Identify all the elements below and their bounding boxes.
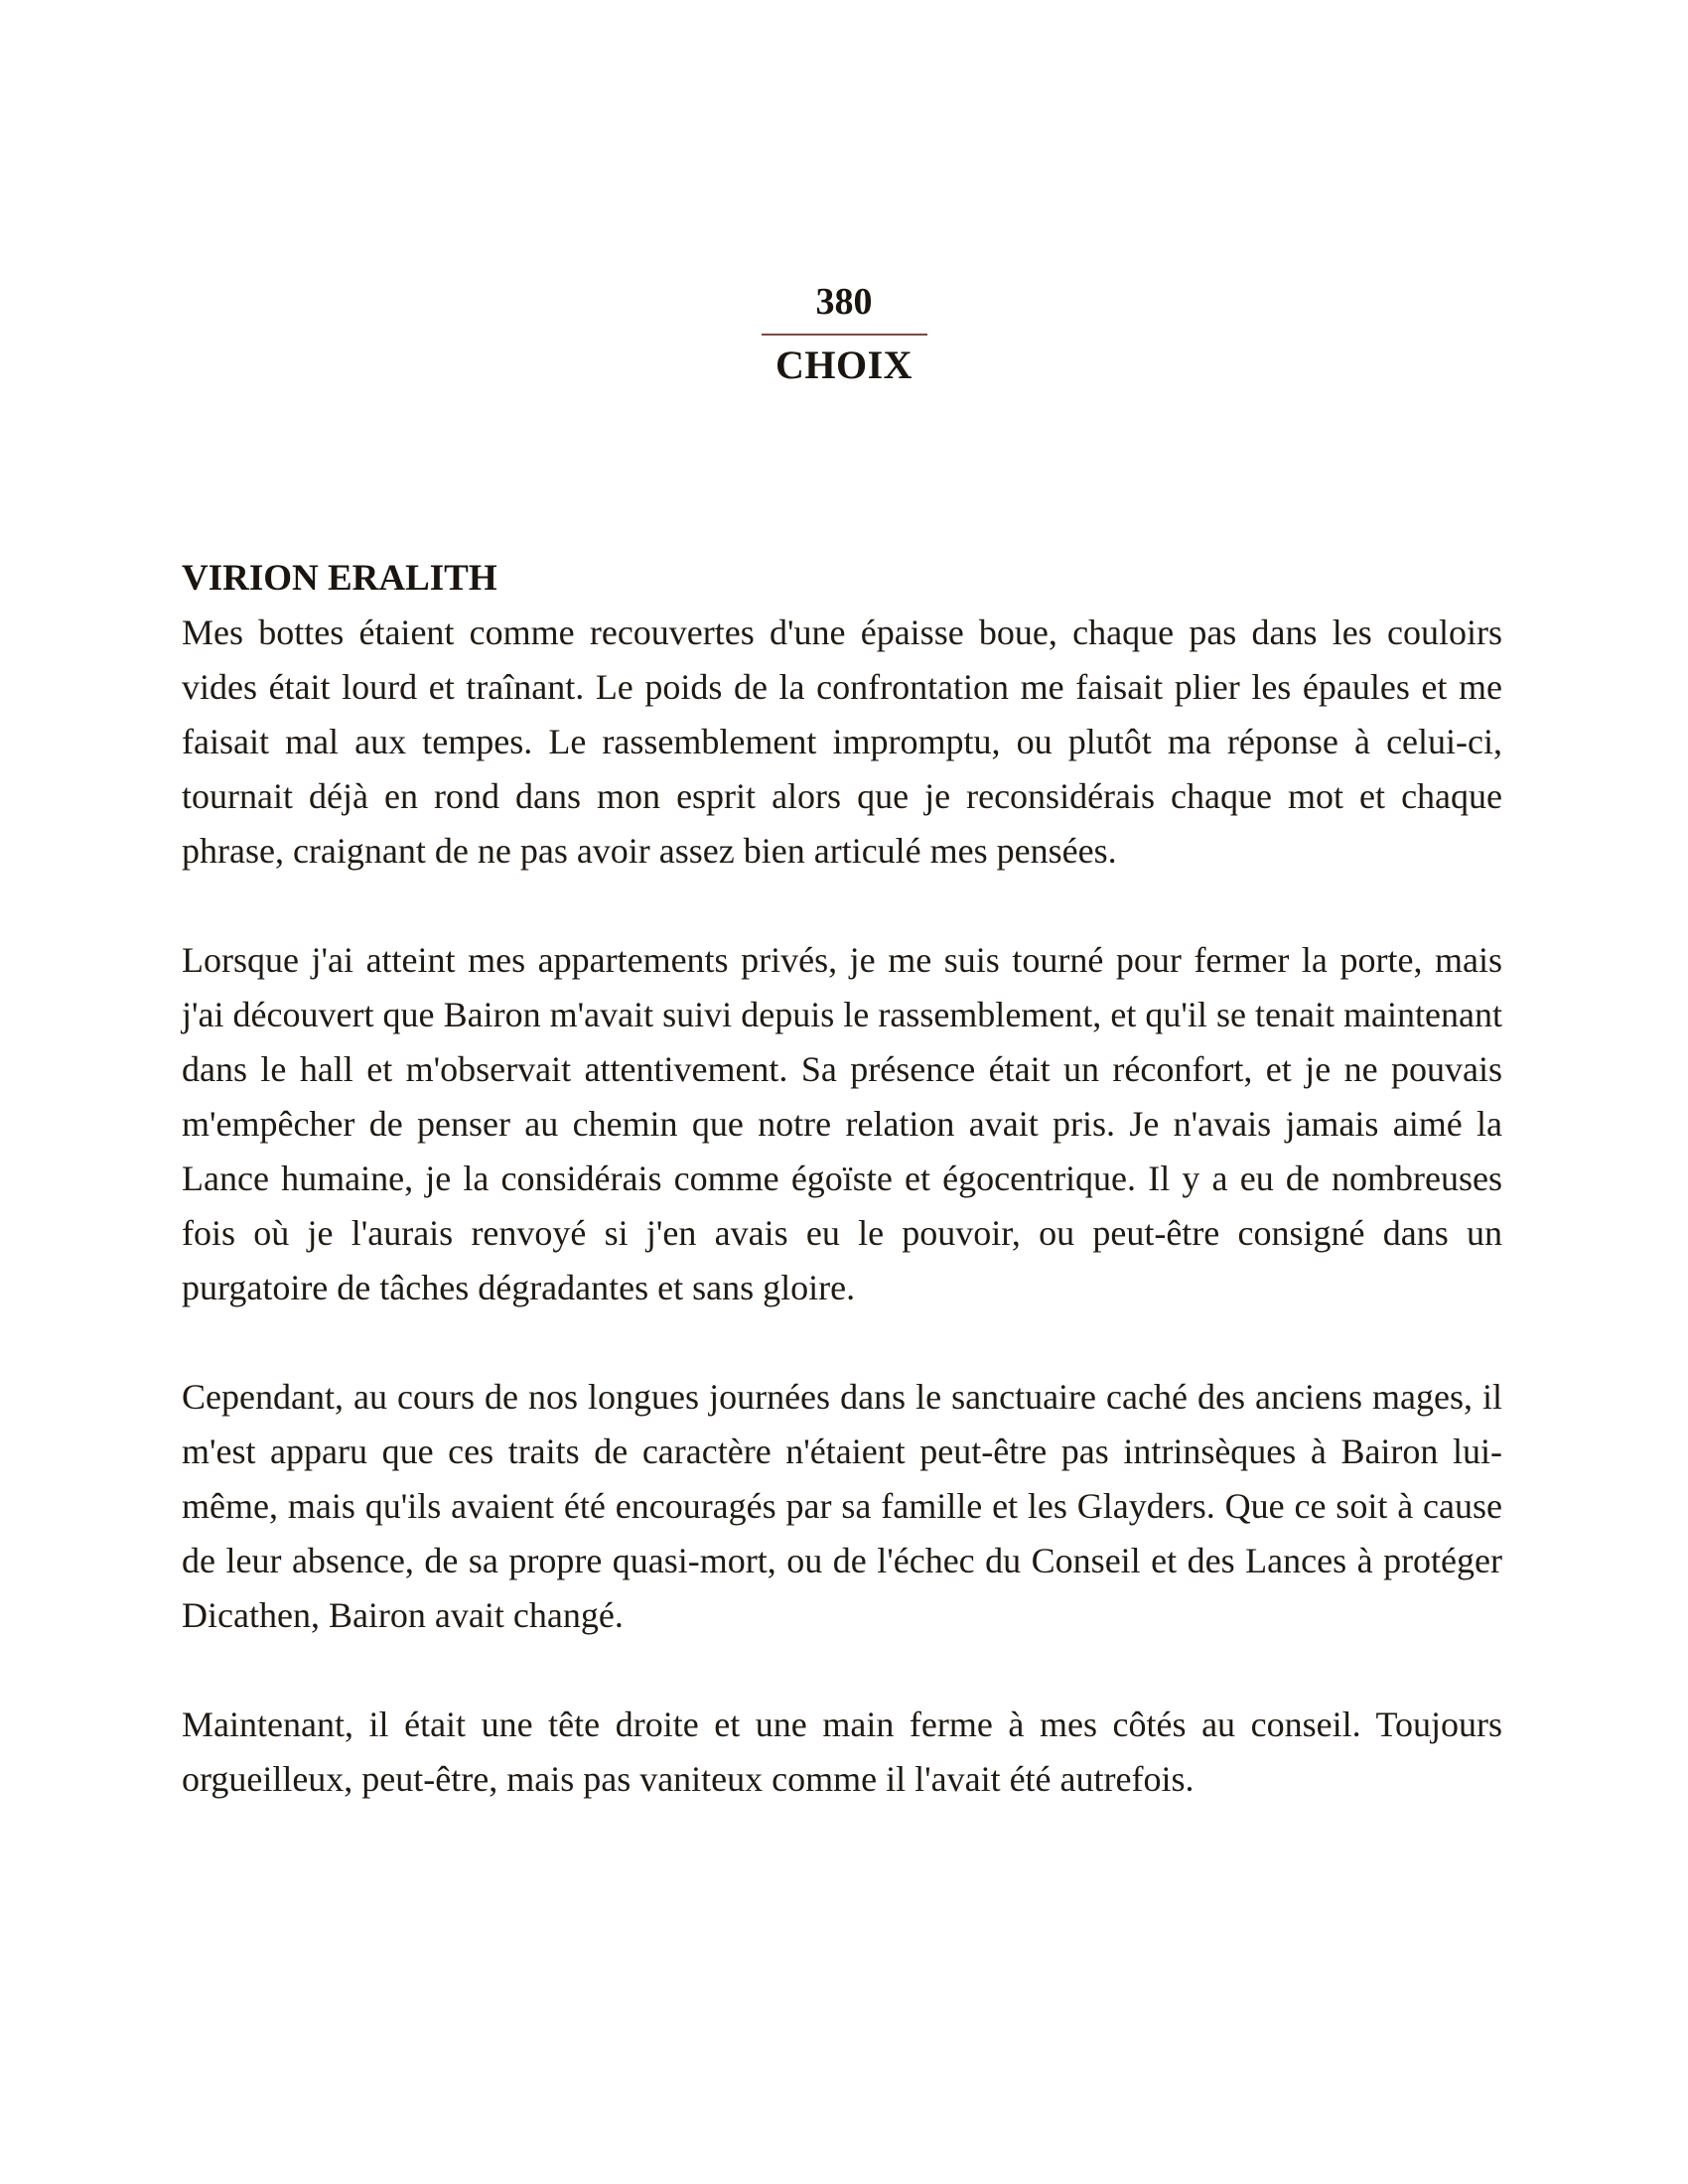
- chapter-header: [0, 280, 1688, 389]
- chapter-title: CHOIX: [774, 342, 914, 387]
- paragraph-2: Lorsque j'ai atteint mes appartements privés, je me suis tourné pour fermer la porte, mais j'ai découvert que Bairon m'avait suivi depuis le rassemblement, et qu'il se tenait maintenant dans le hall et m'observait attentivement. Sa présence était un réconfort, et je ne pouvais m'empêcher de penser au chemin que notre relation avait pris. Je n'avais jamais aimé la Lance humaine, je la considérais comme égoïste et égocentrique. Il y a eu de nombreuses fois où je l'aurais renvoyé si j'en avais eu le pouvoir, ou peut-être consigné dans un purgatoire de tâches dégradantes et sans gloire.: [182, 940, 1502, 1307]
- paragraph-3: Cependant, au cours de nos longues journées dans le sanctuaire caché des anciens mages, il m'est apparu que ces traits de caractère n'étaient peut-être pas intrinsèques à Bairon lui-même, mais qu'ils avaient été encouragés par sa famille et les Glayders. Que ce soit à cause de leur absence, de sa propre quasi-mort, ou de l'échec du Conseil et des Lances à protéger Dicathen, Bairon avait changé.: [182, 1377, 1502, 1635]
- pov-heading: VIRION ERALITH: [182, 558, 497, 599]
- chapter-body: [182, 551, 1502, 1861]
- chapter-divider: [762, 334, 927, 336]
- paragraph-4: Maintenant, il était une tête droite et une main ferme à mes côtés au conseil. Toujours orgueilleux, peut-être, mais pas vaniteux comme il l'avait été autrefois.: [182, 1705, 1502, 1799]
- paragraph-1: Mes bottes étaient comme recouvertes d'une épaisse boue, chaque pas dans les couloirs vides était lourd et traînant. Le poids de la confrontation me faisait plier les épaules et me faisait mal aux tempes. Le rassemblement impromptu, ou plutôt ma réponse à celui-ci, tournait déjà en rond dans mon esprit alors que je reconsidérais chaque mot et chaque phrase, craignant de ne pas avoir assez bien articulé mes pensées.: [182, 613, 1502, 871]
- chapter-number: 380: [815, 281, 873, 323]
